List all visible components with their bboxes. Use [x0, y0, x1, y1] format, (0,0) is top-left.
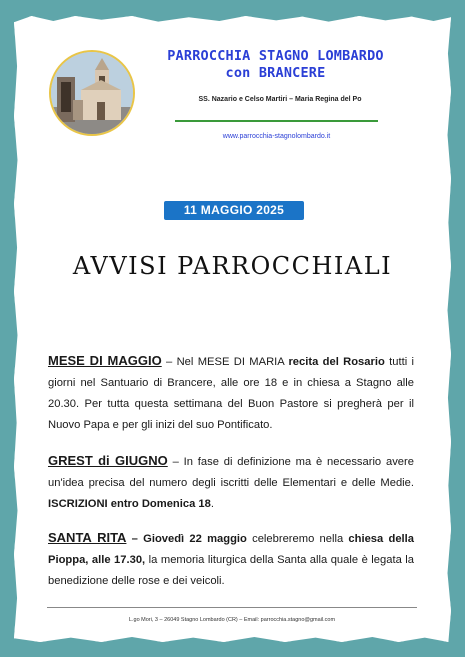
church-photo-icon — [51, 52, 133, 134]
notice-bold: recita del Rosario — [288, 356, 385, 368]
notice-bold: – Giovedì 22 maggio — [126, 533, 247, 545]
notice-text: tutti i giorni nel Santuario di Brancere, alle ore 18 e in chiesa a Stagno alle 20.30. Per tutta questa settimana del Buon Pastore si pregherà per il Nuovo Papa e per gli inizi del suo Pontificato. — [48, 356, 415, 431]
notice-mese-di-maggio — [48, 350, 414, 436]
notice-bold: chiesa della Pioppa, alle 17.30, — [48, 533, 414, 566]
header-divider — [175, 120, 378, 122]
notice-heading: GREST di GIUGNO — [48, 453, 168, 468]
parish-name: PARROCCHIA STAGNO LOMBARDO — [167, 48, 384, 64]
footer-divider — [47, 607, 417, 608]
notice-grest — [48, 450, 414, 515]
notice-heading: SANTA RITA — [48, 530, 127, 545]
website-link[interactable]: www.parrocchia-stagnolombardo.it — [222, 133, 331, 140]
notice-santa-rita — [48, 527, 414, 592]
patron-saints: SS. Nazario e Celso Martiri – Maria Regina del Po — [198, 96, 362, 103]
footer-address: L.go Mori, 3 – 26049 Stagno Lombardo (CR) – Email: parrocchia.stagno@gmail.com — [128, 617, 336, 623]
notice-text: la memoria liturgica della Santa alla quale è legata la benedizione delle rose e dei veicoli. — [48, 554, 414, 587]
notice-text: – Nel MESE DI MARIA — [161, 356, 289, 368]
notice-text: – In fase di definizione ma è necessario avere un'idea precisa del numero degli iscritti delle Elementari e delle Medie. — [48, 456, 414, 489]
notice-text: celebreremo nella — [246, 533, 349, 545]
notice-bold: ISCRIZIONI entro Domenica 18 — [48, 498, 211, 510]
parish-logo — [49, 50, 135, 136]
notice-heading: MESE DI MAGGIO — [48, 353, 162, 368]
date-badge: 11 MAGGIO 2025 — [164, 201, 304, 220]
page-title: AVVISI PARROCCHIALI — [72, 252, 393, 280]
notice-text: . — [210, 498, 214, 510]
parish-name-line2: con BRANCERE — [225, 65, 326, 81]
